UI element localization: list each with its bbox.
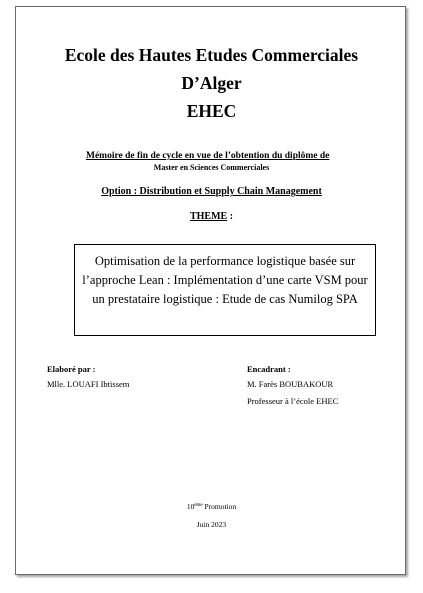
school-heading	[0, 41, 423, 125]
theme-colon: :	[227, 211, 234, 222]
school-acronym: EHEC	[186, 101, 237, 121]
memoire-title: Mémoire de fin de cycle en vue de l’obtention du diplôme de	[86, 151, 330, 161]
school-city: D’Alger	[181, 73, 242, 93]
theme-heading	[0, 211, 423, 223]
theme-box	[74, 244, 376, 336]
supervisor-label: Encadrant :	[247, 364, 291, 374]
option-line: Option : Distribution et Supply Chain Management	[101, 186, 322, 197]
author-name: Mlle. LOUAFI Ibtissem	[47, 379, 130, 389]
supervisor-title: Professeur à l’école EHEC	[247, 396, 339, 406]
promotion-word: Promotion	[202, 502, 237, 511]
degree-name: Master en Sciences Commerciales	[153, 163, 270, 172]
promotion-line	[0, 502, 423, 512]
author-label: Elaboré par :	[47, 364, 96, 374]
theme-label: THEME	[189, 211, 228, 222]
date-line: Juin 2023	[196, 520, 227, 529]
promotion-suffix: ème	[194, 503, 203, 508]
school-name: Ecole des Hautes Etudes Commerciales	[64, 45, 359, 65]
promotion-number: 10	[186, 502, 195, 511]
theme-title: Optimisation de la performance logistique basée sur l’approche Lean : Implémentation d’une carte VSM pour un prestataire logistique : Etude de cas Numilog SPA	[82, 254, 368, 306]
supervisor-name: M. Farès BOUBAKOUR	[247, 379, 334, 389]
